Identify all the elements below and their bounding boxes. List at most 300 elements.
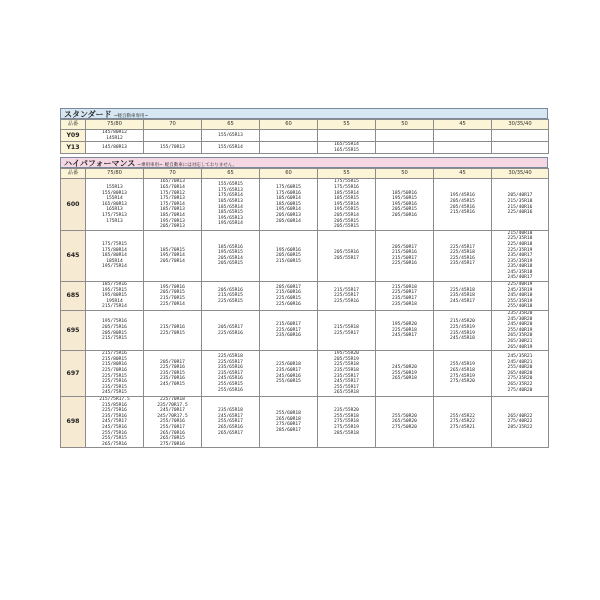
tire-size: 165/55R14 [334, 142, 359, 148]
tire-size: 165/80R13 [102, 201, 127, 207]
tire-size: 195/50R15 [392, 196, 417, 202]
tire-size: 275/45R22 [450, 419, 475, 425]
tire-size: 235/65R16 [218, 365, 243, 371]
tire-size: 225/75R16 [102, 379, 127, 385]
tire-size: 205/60R14 [276, 218, 301, 224]
column-header: 60 [260, 169, 318, 179]
tire-size: 155/65R14 [218, 144, 243, 150]
tire-size: 185/60R15 [276, 201, 301, 207]
tire-size: 175/75R15 [102, 241, 127, 247]
tire-size: 225/65R16 [218, 330, 243, 336]
size-cell [376, 282, 434, 311]
tire-size: 195/75R16 [102, 319, 127, 325]
size-cell [202, 311, 260, 351]
tire-size: 255/65R16 [218, 387, 243, 393]
tire-size: 285/35R22 [507, 424, 533, 430]
tire-size: 275/45R20 [450, 379, 475, 385]
tire-size: 195/70R14 [160, 253, 185, 259]
tire-size: 235/70R17.5 [157, 402, 188, 408]
tire-size: 225/75R16 [102, 408, 127, 414]
tire-size: 225/70R15 [160, 330, 185, 336]
tire-size: 265/70R15 [160, 436, 185, 442]
tire-size: 265/55R18 [334, 390, 359, 396]
tire-size: 255/70R17 [160, 424, 185, 430]
tire-size: 215/70R15 [160, 296, 185, 302]
tire-size: 265/40R19 [507, 344, 533, 350]
tire-size: 275/40R20 [507, 387, 533, 393]
tire-size: 245/40R21 [507, 359, 533, 365]
tire-size: 225/75R15 [102, 373, 127, 379]
tire-size: 155/80R13 [102, 190, 127, 196]
tire-size: 175/65R13 [218, 187, 243, 193]
tire-size: 235/45R19 [450, 330, 475, 336]
tire-size: 205/70R13 [160, 224, 185, 230]
tire-size: 205/55R15 [334, 218, 359, 224]
tire-size: 265/40R20 [507, 370, 533, 376]
tire-size: 245/65R17 [218, 413, 243, 419]
tire-size: 225/45R16 [450, 255, 475, 261]
tire-size: 225/50R16 [392, 261, 417, 267]
tire-size: 235/55R20 [334, 408, 359, 414]
tire-size: 225/55R17 [334, 293, 359, 299]
size-cell [202, 230, 260, 281]
size-cell [144, 396, 202, 447]
tire-size: 215/45R16 [450, 210, 475, 216]
tire-size: 275/55R19 [334, 424, 359, 430]
table-row [61, 282, 549, 311]
tire-size: 265/75R16 [102, 441, 127, 447]
tire-size: 245/40R20 [507, 322, 533, 328]
tire-size: 255/75R16 [102, 430, 127, 436]
tire-size: 255/40R18 [507, 304, 533, 310]
tire-size: 255/35R19 [507, 298, 533, 304]
size-cell [376, 351, 434, 397]
tire-size: 175/65R14 [218, 193, 243, 199]
model-number: 685 [61, 282, 86, 311]
tire-size: 215/40R16 [507, 204, 533, 210]
size-cell [202, 179, 260, 230]
tire-size: 225/70R16 [160, 365, 185, 371]
high-performance-title: ハイパフォーマンス [64, 159, 136, 169]
size-cell [260, 311, 318, 351]
tire-size: 235/65R17 [218, 370, 243, 376]
size-cell [376, 230, 434, 281]
tire-size: 185/55R15 [334, 196, 359, 202]
size-cell [434, 351, 492, 397]
size-cell [260, 130, 318, 142]
tire-size: 255/45R19 [450, 362, 475, 368]
size-cell [492, 351, 549, 397]
tire-size: 225/60R16 [276, 301, 301, 307]
size-cell [318, 179, 376, 230]
tire-size: 235/55R18 [334, 367, 359, 373]
tire-size: 215/75R14 [102, 304, 127, 310]
column-header: 55 [318, 169, 376, 179]
tire-size: 205/45R16 [450, 204, 475, 210]
tire-size: 225/60R18 [276, 362, 301, 368]
size-cell [376, 130, 434, 142]
column-header-row [61, 120, 549, 130]
tire-size: 205/65R15 [218, 261, 243, 267]
tire-size: 175/70R12 [160, 190, 185, 196]
tire-size: 175/70R14 [160, 201, 185, 207]
column-header: 75/80 [86, 120, 144, 130]
tire-size: 195/55R15 [334, 207, 359, 213]
tire-size: 225/40R16 [507, 210, 533, 216]
size-cell [318, 311, 376, 351]
size-cell [434, 130, 492, 142]
size-cell [260, 179, 318, 230]
tire-size: 205/60R15 [276, 253, 301, 259]
tire-size: 145R12 [106, 135, 123, 141]
tire-size: 185/70R13 [160, 207, 185, 213]
size-cell [144, 282, 202, 311]
size-cell [86, 230, 144, 281]
model-number: Y09 [61, 130, 86, 142]
high-performance-note: 軽自動車には対応しておりません。 [164, 163, 238, 169]
tire-size: 165/70R14 [160, 184, 185, 190]
tire-size: 215/50R18 [392, 284, 417, 290]
tire-size: 275/55R18 [334, 419, 359, 425]
column-header: 70 [144, 169, 202, 179]
tire-size: 215/35R18 [507, 198, 533, 204]
tire-size: 255/75R15 [102, 436, 127, 442]
tire-size: 225/45R18 [450, 287, 475, 293]
table-row [61, 351, 549, 397]
size-cell [144, 230, 202, 281]
high-performance-table [60, 168, 549, 448]
tire-size: 195/45R16 [450, 193, 475, 199]
size-cell [376, 396, 434, 447]
tire-size: 245/70R17.5 [157, 413, 188, 419]
size-cell [318, 230, 376, 281]
tire-size: 185/65R16 [218, 244, 243, 250]
tire-size: 175R13 [106, 218, 123, 224]
tire-size: 195/60R14 [276, 207, 301, 213]
column-header: 50 [376, 120, 434, 130]
tire-size: 215/70R16 [160, 325, 185, 331]
column-header: 50 [376, 169, 434, 179]
model-number: 698 [61, 396, 86, 447]
tire-size: 255/45R22 [450, 413, 475, 419]
size-cell [144, 142, 202, 154]
tire-size: 215/80R16 [102, 362, 127, 368]
high-performance-subtitle: ~乗用車用~ [137, 163, 163, 169]
tire-size: 275/45R21 [450, 424, 475, 430]
tire-size: 205/75R16 [102, 325, 127, 331]
tire-size: 205/55R15 [334, 224, 359, 230]
tire-size: 195/55R14 [334, 201, 359, 207]
tire-size: 215/50R16 [392, 250, 417, 256]
model-number: 697 [61, 351, 86, 397]
tire-size: 265/35R20 [507, 333, 533, 339]
standard-table [60, 119, 549, 154]
tire-size: 255/40R20 [507, 365, 533, 371]
size-cell [260, 351, 318, 397]
tire-size: 225/70R16 [102, 367, 127, 373]
size-cell [202, 351, 260, 397]
column-header: 品番 [61, 120, 86, 130]
tire-size: 235/70R15 [160, 370, 185, 376]
tire-size: 255/60R18 [276, 410, 301, 416]
tire-size: 285/60R17 [276, 427, 301, 433]
tire-size: 235/50R17 [392, 296, 417, 302]
tire-size: 245/40R17 [507, 275, 533, 281]
tire-size: 215/60R16 [276, 290, 301, 296]
tire-size: 195/50R20 [392, 322, 417, 328]
size-cell [260, 282, 318, 311]
column-header: 70 [144, 120, 202, 130]
size-cell [86, 396, 144, 447]
column-header: 65 [202, 169, 260, 179]
tire-size: 255/55R18 [334, 413, 359, 419]
size-cell [376, 311, 434, 351]
tire-size: 235/60R16 [276, 333, 301, 339]
model-number: 645 [61, 230, 86, 281]
tire-size: 215/40R18 [507, 230, 533, 236]
tire-size: 215/55R17 [334, 287, 359, 293]
column-header: 品番 [61, 169, 86, 179]
tire-size: 225/55R16 [334, 298, 359, 304]
column-header: 45 [434, 169, 492, 179]
column-header: 60 [260, 120, 318, 130]
tire-size: 205/50R17 [392, 244, 417, 250]
tire-size: 195/80R15 [102, 293, 127, 299]
size-cell [144, 351, 202, 397]
tire-size: 195/60R16 [276, 247, 301, 253]
tire-size: 265/50R20 [392, 419, 417, 425]
tire-size: 245/75R17 [102, 419, 127, 425]
tire-size: 195/75R15 [102, 287, 127, 293]
tire-size: 215/65R15 [218, 293, 243, 299]
tire-size: 205/40R17 [507, 193, 533, 199]
tire-size: 215/55R18 [334, 325, 359, 331]
tire-size: 225/55R18 [334, 362, 359, 368]
tire-size: 245/30R20 [507, 316, 533, 322]
tire-size: 265/70R16 [160, 430, 185, 436]
size-cell [434, 396, 492, 447]
tire-size: 255/50R19 [392, 370, 417, 376]
tire-size: 155/65R13 [218, 132, 243, 138]
tire-size: 225/40R18 [507, 241, 533, 247]
model-number: 695 [61, 311, 86, 351]
tire-size: 265/45R18 [450, 367, 475, 373]
size-cell [202, 130, 260, 142]
tire-size: 225/35R19 [507, 247, 533, 253]
tire-size: 205/70R17 [160, 359, 185, 365]
table-row [61, 230, 549, 281]
tire-size: 175/60R16 [276, 190, 301, 196]
column-header: 75/80 [86, 169, 144, 179]
size-cell [318, 142, 376, 154]
tire-size: 225/65R18 [218, 353, 243, 359]
tire-size: 265/65R17 [218, 430, 243, 436]
tire-size: 165/55R15 [334, 147, 359, 153]
column-header: 65 [202, 120, 260, 130]
tire-size: 205/45R15 [450, 198, 475, 204]
tire-size: 275/60R17 [276, 422, 301, 428]
size-cell [86, 282, 144, 311]
size-chart [60, 108, 548, 448]
tire-size: 225/45R18 [450, 250, 475, 256]
tire-size: 195R14 [106, 298, 123, 304]
tire-size: 235/45R18 [450, 293, 475, 299]
size-cell [144, 179, 202, 230]
tire-size: 235/35R19 [507, 258, 533, 264]
tire-size: 205/55R16 [334, 250, 359, 256]
tire-size: 195/75R14 [102, 264, 127, 270]
tire-size: 245/60R16 [276, 373, 301, 379]
tire-size: 215/45R20 [450, 319, 475, 325]
tire-size: 225/45R17 [450, 244, 475, 250]
tire-size: 225/65R15 [218, 298, 243, 304]
tire-size: 205/50R15 [392, 207, 417, 213]
size-cell [86, 142, 144, 154]
size-cell [492, 396, 549, 447]
column-header: 55 [318, 120, 376, 130]
tire-size: 145/80R13 [102, 144, 127, 150]
size-cell [86, 311, 144, 351]
tire-size: 185/50R16 [392, 190, 417, 196]
model-number: 600 [61, 179, 86, 230]
tire-size: 225/40R19 [507, 282, 533, 288]
tire-size: 215/60R15 [276, 258, 301, 264]
tire-size: 155R14 [106, 196, 123, 202]
tire-size: 275/40R22 [507, 419, 533, 425]
tire-size: 245/45R17 [450, 298, 475, 304]
tire-size: 195/65R13 [218, 215, 243, 221]
table-row [61, 142, 549, 154]
tire-size: 155/65R15 [218, 182, 243, 188]
tire-size: 215/60R17 [276, 322, 301, 328]
tire-size: 225/70R18 [160, 396, 185, 402]
tire-size: 205/55R19 [334, 356, 359, 362]
tire-size: 225/60R17 [276, 327, 301, 333]
tire-size: 215/75R16 [102, 351, 127, 357]
tire-size: 265/30R21 [507, 339, 533, 344]
size-cell [318, 351, 376, 397]
tire-size: 245/75R16 [102, 424, 127, 430]
size-cell [260, 230, 318, 281]
size-cell [492, 142, 549, 154]
tire-size: 255/65R17 [218, 419, 243, 425]
size-cell [144, 130, 202, 142]
model-number: Y13 [61, 142, 86, 154]
table-row [61, 130, 549, 142]
tire-size: 235/60R17 [276, 367, 301, 373]
tire-size: 265/60R18 [276, 416, 301, 422]
tire-size: 195/55R20 [334, 351, 359, 357]
tire-size: 205/60R17 [276, 284, 301, 290]
table-row [61, 396, 549, 447]
size-cell [86, 130, 144, 142]
tire-size: 155R13 [106, 184, 123, 190]
tire-size: 245/70R15 [160, 381, 185, 387]
tire-size: 245/35R18 [507, 269, 533, 275]
tire-size: 265/50R18 [392, 376, 417, 382]
tire-size: 235/75R15 [102, 384, 127, 390]
tire-size: 245/55R17 [334, 379, 359, 385]
tire-size: 165/70R13 [160, 179, 185, 185]
column-header-row [61, 169, 549, 179]
tire-size: 185/70R15 [160, 247, 185, 253]
tire-size: 245/45R18 [450, 336, 475, 342]
tire-size: 225/65R17 [218, 359, 243, 365]
tire-size: 235/75R16 [102, 413, 127, 419]
tire-size: 255/65R15 [218, 381, 243, 387]
tire-size: 245/70R17 [160, 408, 185, 414]
column-header: 45 [434, 120, 492, 130]
tire-size: 235/70R16 [160, 376, 185, 382]
tire-size: 245/35R21 [507, 353, 533, 359]
tire-size: 175/60R15 [276, 184, 301, 190]
tire-size: 205/55R14 [334, 212, 359, 218]
tire-size: 235/65R18 [218, 408, 243, 414]
size-cell [144, 311, 202, 351]
size-cell [492, 282, 549, 311]
tire-size: 195/70R13 [160, 218, 185, 224]
size-cell [492, 130, 549, 142]
tire-size: 145/80R12 [102, 130, 127, 135]
tire-size: 185R14 [106, 258, 123, 264]
size-cell [492, 179, 549, 230]
tire-size: 275/45R19 [450, 373, 475, 379]
table-row [61, 311, 549, 351]
tire-size: 205/65R14 [218, 255, 243, 261]
tire-size: 235/50R18 [392, 301, 417, 307]
tire-size: 185/65R13 [218, 198, 243, 204]
tire-size: 255/40R19 [507, 327, 533, 333]
tire-size: 185/65R14 [218, 204, 243, 210]
standard-subtitle: ~軽自動車専用~ [113, 114, 149, 119]
size-cell [434, 230, 492, 281]
tire-size: 215/75R15 [102, 336, 127, 342]
tire-size: 195/65R14 [218, 221, 243, 227]
tire-size: 205/70R15 [160, 290, 185, 296]
tire-size: 185/65R15 [218, 210, 243, 216]
tire-size: 185/60R14 [276, 196, 301, 202]
tire-size: 225/50R18 [392, 327, 417, 333]
tire-size: 185/70R14 [160, 212, 185, 218]
size-cell [202, 282, 260, 311]
tire-size: 175/75R13 [102, 212, 127, 218]
tire-size: 275/50R20 [392, 424, 417, 430]
tire-size: 235/55R17 [334, 373, 359, 379]
tire-size: 225/35R18 [507, 236, 533, 242]
tire-size: 205/70R14 [160, 258, 185, 264]
tire-size: 235/40R17 [507, 253, 533, 259]
size-cell [86, 179, 144, 230]
tire-size: 245/75R15 [102, 390, 127, 396]
size-cell [434, 142, 492, 154]
tire-size: 255/60R15 [276, 379, 301, 385]
tire-size: 245/40R18 [507, 293, 533, 299]
tire-size: 205/65R17 [218, 325, 243, 331]
tire-size: 225/55R17 [334, 330, 359, 336]
size-cell [318, 130, 376, 142]
tire-size: 175/55R15 [334, 179, 359, 185]
tire-size: 205/55R17 [334, 255, 359, 261]
tire-size: 195/70R16 [160, 284, 185, 290]
table-row [61, 179, 549, 230]
tire-size: 155/70R13 [160, 144, 185, 150]
column-header: 30/35/40 [492, 169, 549, 179]
tire-size: 195/50R16 [392, 201, 417, 207]
tire-size: 255/55R17 [334, 384, 359, 390]
tire-size: 185/55R14 [334, 190, 359, 196]
tire-size: 245/50R20 [392, 365, 417, 371]
standard-title: スタンダード [64, 110, 112, 119]
